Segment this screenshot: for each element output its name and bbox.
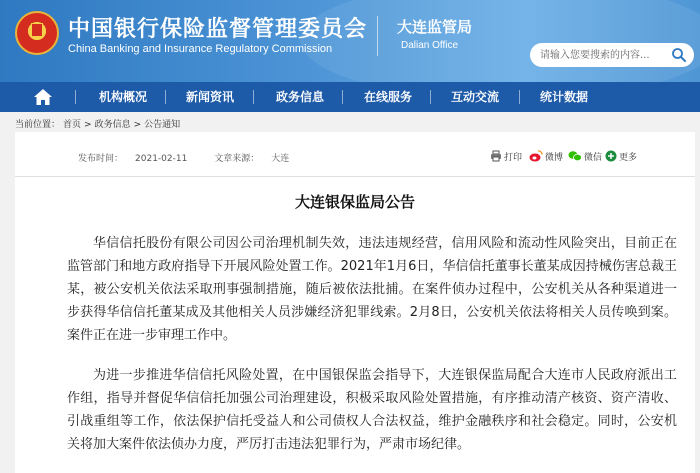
wechat-icon	[568, 150, 582, 162]
office-name-en: Dalian Office	[401, 40, 459, 51]
nav-item-statistics[interactable]: 统计数据	[540, 90, 589, 104]
share-weibo-button[interactable]	[529, 148, 563, 164]
site-title[interactable]: 中国银行保险监督管理委员会	[68, 17, 368, 42]
search-input[interactable]	[540, 47, 670, 63]
nav-separator	[253, 90, 254, 104]
wechat-label: 微信	[584, 152, 603, 163]
breadcrumb-item-home[interactable]: 首页	[63, 120, 82, 130]
nav-separator	[519, 90, 520, 104]
meta-divider	[15, 176, 695, 177]
print-label: 打印	[504, 152, 523, 163]
nav-separator	[430, 90, 431, 104]
search-icon[interactable]	[671, 47, 687, 63]
header-divider	[377, 16, 378, 56]
article-source: 大连	[271, 154, 290, 164]
home-icon[interactable]	[33, 87, 53, 107]
article-meta	[78, 151, 313, 164]
nav-separator	[75, 90, 76, 104]
share-more-button[interactable]	[605, 148, 637, 164]
breadcrumb-prefix: 当前位置：	[15, 120, 61, 130]
article-paragraph-1: 华信信托股份有限公司因公司治理机制失效，违法违规经营，信用风险和流动性风险突出，目前正在监管部门和地方政府指导下开展风险处置工作。2021年1月6日，华信信托董事长董某成因持械伤害总裁王某，被公安机关依法采取刑事强制措施，随后被依法批捕。在案件侦办过程中，公安机关从各种渠道进一步获得华信信托董某成及其他相关人员涉嫌经济犯罪线索。2月8日，公安机关依法将相关人员传唤到案。案件正在进一步审理工作中。	[67, 236, 677, 343]
breadcrumb-item-government-info[interactable]: 政务信息	[94, 120, 131, 130]
nav-separator	[165, 90, 166, 104]
nav-item-interaction[interactable]: 互动交流	[451, 90, 500, 104]
article-title: 大连银保监局公告	[294, 193, 415, 211]
breadcrumb-separator: >	[84, 120, 92, 130]
site-header	[0, 0, 700, 82]
breadcrumb-separator: >	[133, 120, 142, 130]
main-nav	[0, 82, 700, 112]
printer-icon	[490, 150, 502, 162]
weibo-icon	[529, 150, 543, 162]
search-box	[530, 43, 694, 67]
office-name: 大连监管局	[397, 18, 473, 36]
nav-item-government-info[interactable]: 政务信息	[276, 90, 325, 104]
nav-item-news[interactable]: 新闻资讯	[186, 90, 235, 104]
nav-item-about[interactable]: 机构概况	[99, 90, 148, 104]
more-label: 更多	[619, 152, 638, 163]
article-card	[15, 132, 695, 473]
share-wechat-button[interactable]	[568, 148, 602, 164]
publish-date: 2021-02-11	[135, 154, 188, 164]
breadcrumb-item-notices[interactable]: 公告通知	[144, 120, 181, 130]
source-label: 文章来源：	[214, 154, 260, 164]
print-button[interactable]	[490, 148, 522, 164]
nav-item-online-service[interactable]: 在线服务	[364, 90, 413, 104]
article-paragraph-2: 为进一步推进华信信托风险处置，在中国银保监会指导下，大连银保监局配合大连市人民政府派出工作组，指导并督促华信信托加强公司治理建设，积极采取风险处置措施，有序推动清产核资、资产清收、引战重组等工作，依法保护信托受益人和公司债权人合法权益，维护金融秩序和社会稳定。同时，公安机关将加大案件依法侦办力度，严厉打击违法犯罪行为，严肃市场纪律。	[67, 368, 677, 452]
publish-label: 发布时间：	[78, 154, 124, 164]
breadcrumb	[15, 117, 183, 130]
national-emblem-icon	[15, 11, 59, 55]
weibo-label: 微博	[545, 152, 564, 163]
plus-icon	[605, 150, 617, 162]
site-title-en: China Banking and Insurance Regulatory Commission	[68, 43, 333, 55]
nav-separator	[342, 90, 343, 104]
